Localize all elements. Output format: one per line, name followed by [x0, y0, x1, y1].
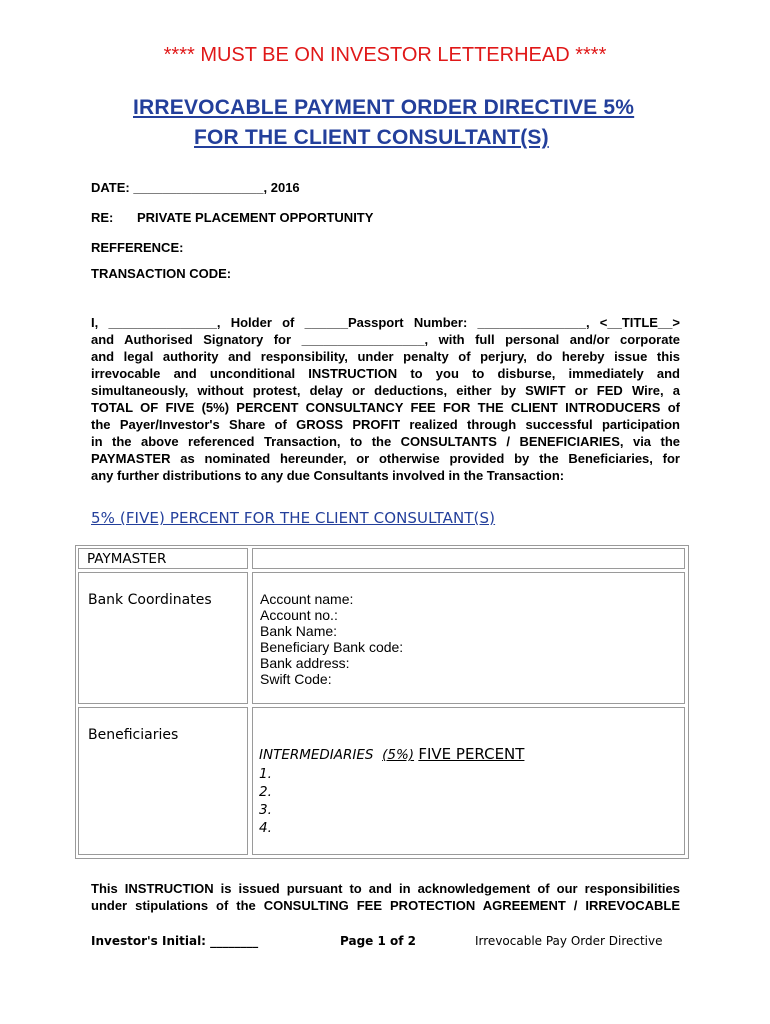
paragraph-line: the Payer/Investor's Share of GROSS PROFIT realized through successful participation	[91, 417, 680, 432]
paymaster-label: PAYMASTER	[87, 551, 167, 567]
acknowledgement-line: under stipulations of the CONSULTING FEE PROTECTION AGREEMENT / IRREVOCABLE	[91, 898, 680, 913]
transaction-code-label: TRANSACTION CODE:	[91, 266, 232, 281]
bank-field: Account name:	[260, 591, 354, 607]
re-value: PRIVATE PLACEMENT OPPORTUNITY	[137, 210, 374, 225]
letterhead-notice: **** MUST BE ON INVESTOR LETTERHEAD ****	[163, 44, 607, 66]
reference-label: REFFERENCE:	[91, 240, 184, 255]
acknowledgement-line: This INSTRUCTION is issued pursuant to and in acknowledgement of our responsibilities	[91, 881, 680, 896]
beneficiary-item: 3.	[259, 802, 272, 818]
bank-field: Account no.:	[260, 607, 338, 623]
paragraph-line: any further distributions to any due Consultants involved in the Transaction:	[91, 468, 565, 483]
bank-coordinates-value-cell	[252, 572, 685, 704]
paragraph-line: and legal authority and responsibility, under penalty of perjury, do hereby issue this	[91, 349, 680, 364]
investor-initial: Investor's Initial: ________	[91, 934, 259, 948]
intermediaries-line	[259, 745, 524, 764]
paragraph-line: and Authorised Signatory for _________________, with full personal and/or corporate	[91, 332, 680, 347]
beneficiary-item: 4.	[259, 820, 272, 836]
instruction-paragraph	[91, 314, 680, 484]
paragraph-line: PAYMASTER as nominated hereunder, or otherwise provided by the Beneficiaries, for	[91, 451, 680, 466]
intermediaries-percent: (5%)	[382, 747, 415, 763]
section-title: 5% (FIVE) PERCENT FOR THE CLIENT CONSULTANT(S)	[91, 509, 496, 527]
paragraph-line: in the above referenced Transaction, to the CONSULTANTS / BENEFICIARIES, via the	[91, 434, 680, 449]
page-number: Page 1 of 2	[340, 934, 416, 948]
paragraph-line: TOTAL OF FIVE (5%) PERCENT CONSULTANCY FEE FOR THE CLIENT INTRODUCERS of	[91, 400, 680, 415]
paragraph-line: irrevocable and unconditional INSTRUCTION to you to disburse, immediately and	[91, 366, 680, 381]
bank-coordinates-label-cell	[78, 572, 248, 704]
document-title-line2: FOR THE CLIENT CONSULTANT(S)	[194, 126, 549, 149]
date-line: DATE: __________________, 2016	[91, 180, 300, 195]
bank-field: Bank Name:	[260, 623, 338, 639]
beneficiary-item: 1.	[259, 766, 272, 782]
paymaster-value-cell	[252, 548, 685, 569]
beneficiaries-label: Beneficiaries	[88, 727, 179, 743]
bank-coordinates-label: Bank Coordinates	[88, 592, 212, 608]
bank-field: Beneficiary Bank code:	[260, 639, 404, 655]
paymaster-label-cell	[78, 548, 248, 569]
paragraph-line: simultaneously, without protest, delay or deductions, either by SWIFT or FED Wire, a	[91, 383, 680, 398]
bank-field: Swift Code:	[260, 671, 332, 687]
re-label: RE:	[91, 210, 114, 225]
beneficiaries-value-cell	[252, 707, 685, 855]
intermediaries-prefix: INTERMEDIARIES	[259, 747, 374, 763]
beneficiary-item: 2.	[259, 784, 272, 800]
paragraph-line: I, _______________, Holder of ______Passport Number: _______________, <__TITLE__>	[91, 315, 680, 330]
document-footer-title: Irrevocable Pay Order Directive	[475, 934, 663, 948]
payment-table	[75, 545, 689, 859]
beneficiaries-label-cell	[78, 707, 248, 855]
intermediaries-suffix: FIVE PERCENT	[418, 745, 525, 763]
acknowledgement-paragraph	[91, 880, 680, 914]
bank-field: Bank address:	[260, 655, 350, 671]
document-title-line1: IRREVOCABLE PAYMENT ORDER DIRECTIVE 5%	[133, 96, 635, 119]
